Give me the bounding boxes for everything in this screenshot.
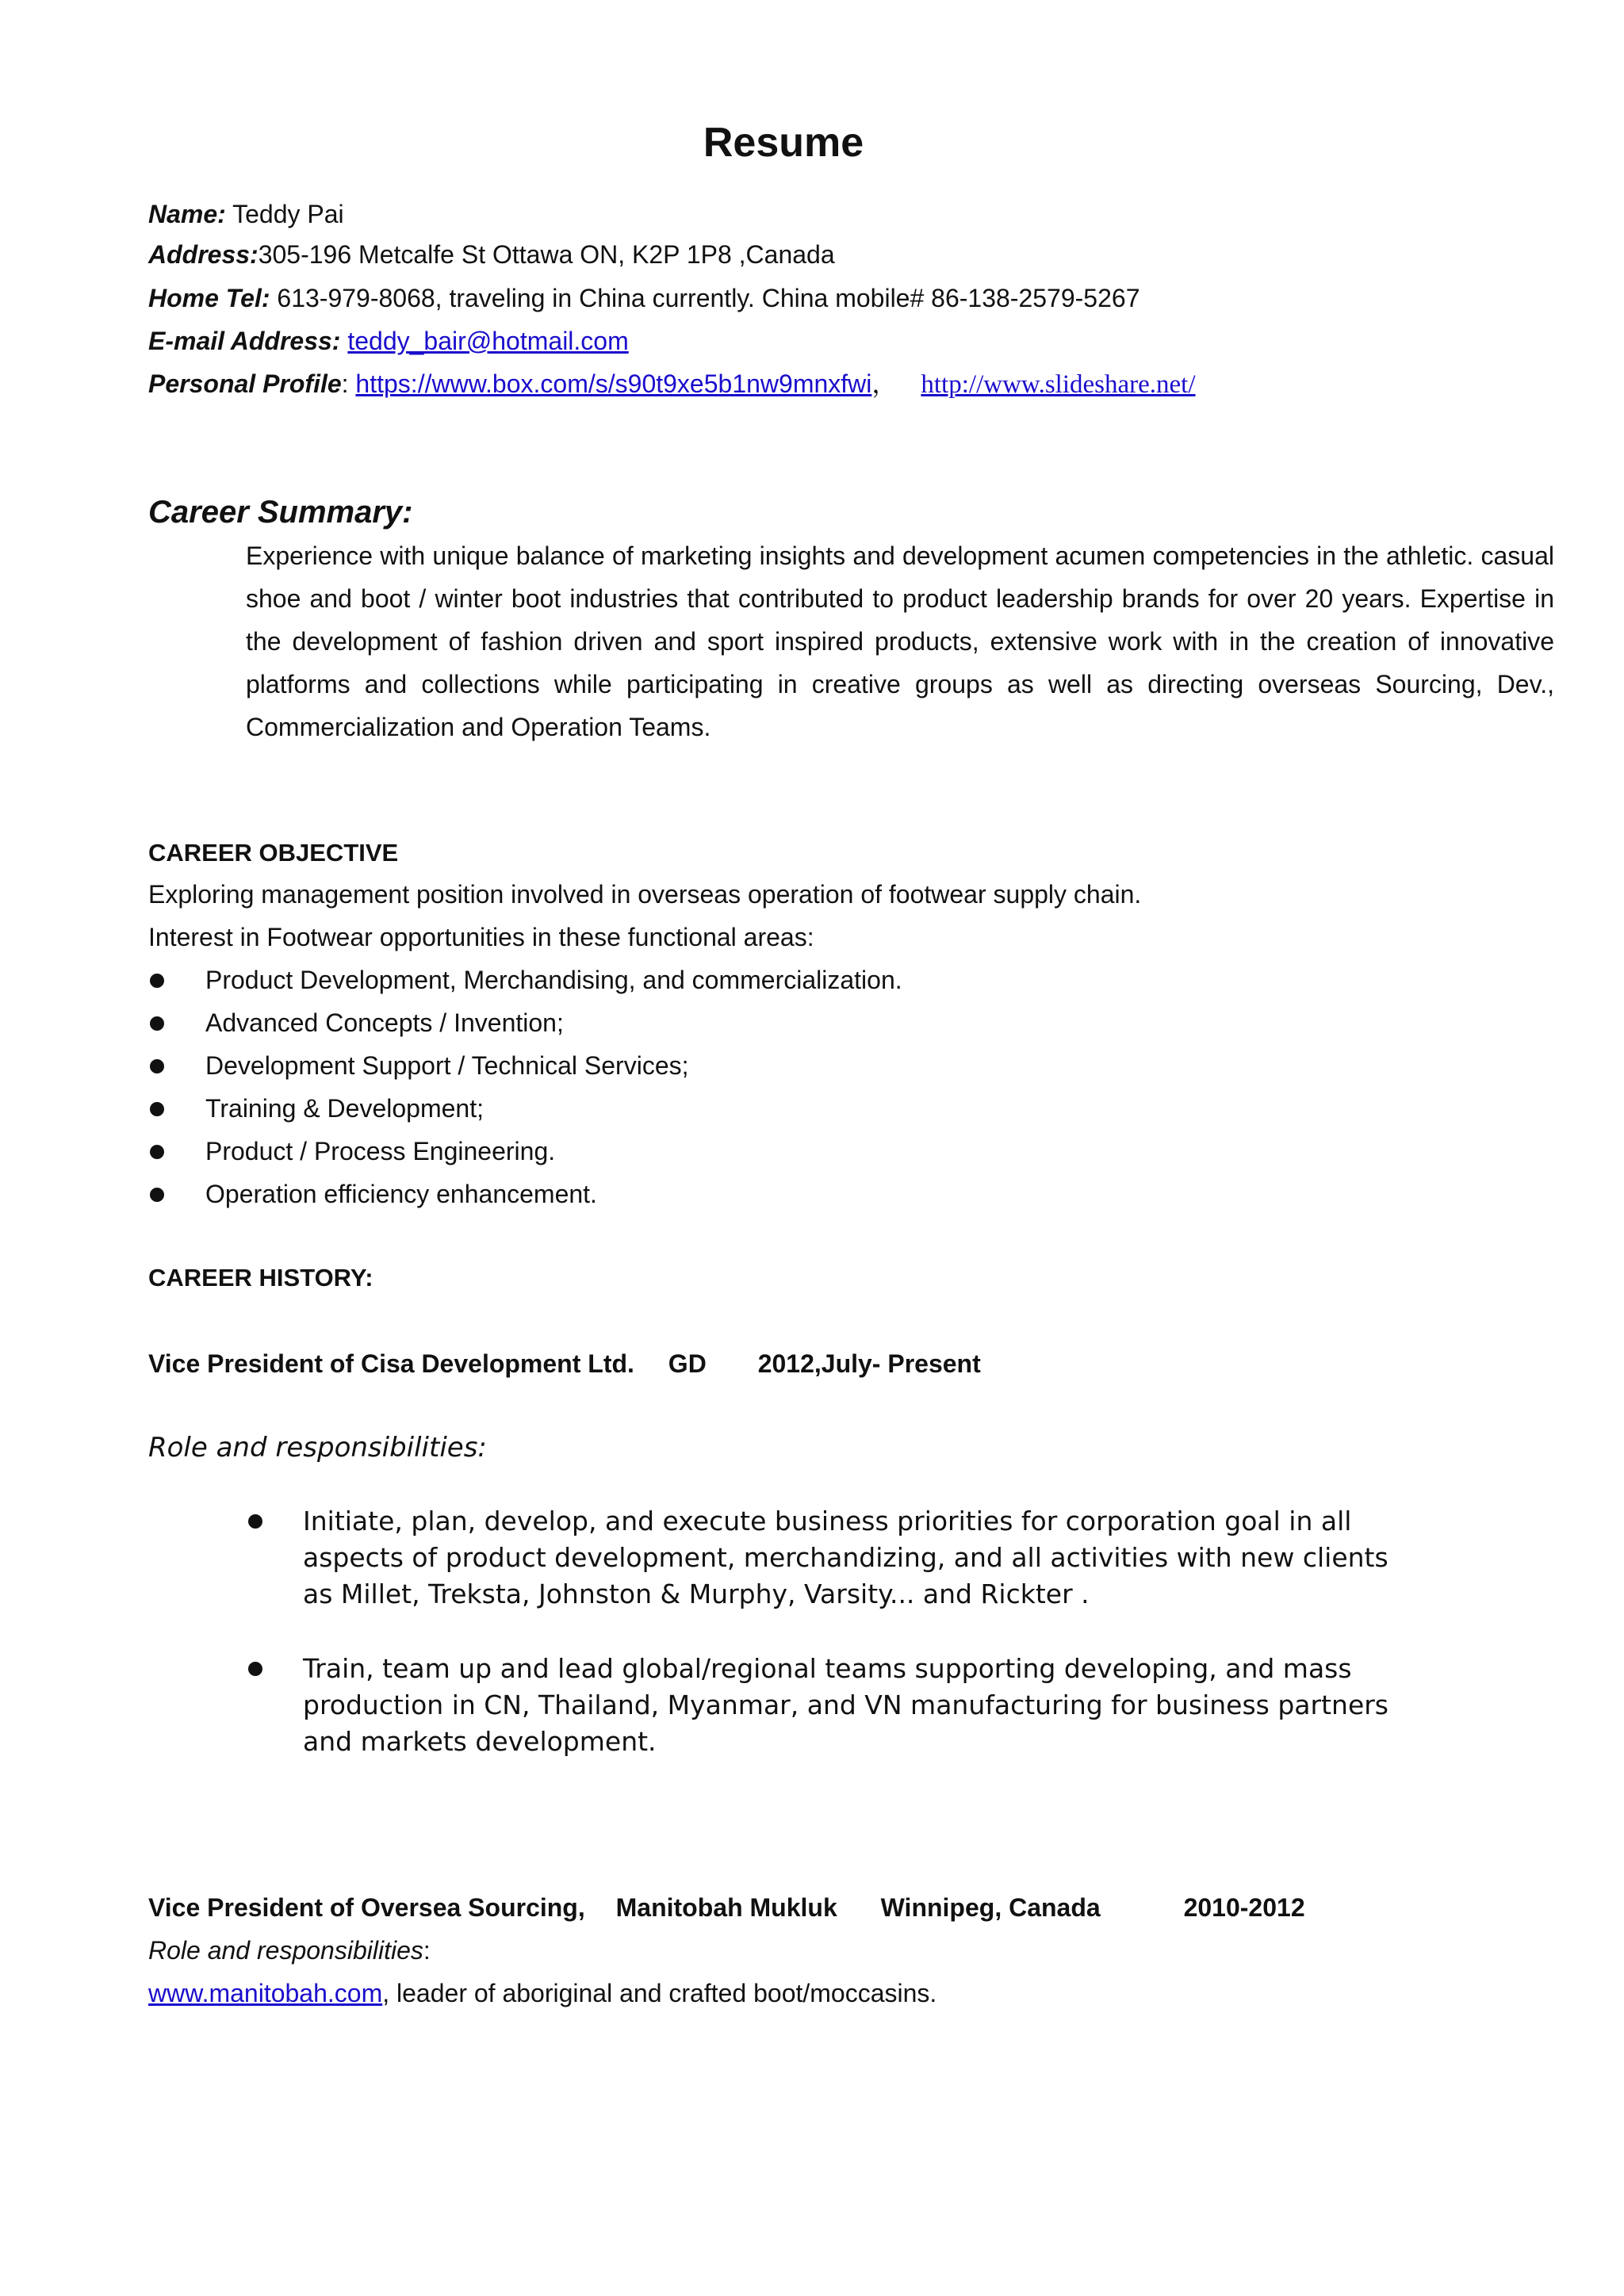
job-2-description — [148, 1977, 936, 2009]
career-summary-text: Experience with unique balance of marketing insights and development acumen competencies in the athletic. casual shoe and boot / winter boot industries that contributed to product leadership brands for over 20 years. Expertise in the development of fashion driven and sport inspired products, extensive work with in the creation of innovative platforms and collections while participating in creative groups as well as directing overseas Sourcing, Dev., Commercialization and Operation Teams. — [246, 541, 1554, 741]
bullet-icon — [248, 1514, 262, 1529]
objective-list — [148, 964, 902, 1221]
job-2-header — [148, 1892, 1305, 1923]
profile-link-box[interactable]: https://www.box.com/s/s90t9xe5b1nw9mnxfwi — [355, 369, 872, 398]
address-label: Address: — [148, 240, 259, 269]
email-label: E-mail Address: — [148, 327, 341, 355]
job-1-location: GD — [668, 1349, 707, 1378]
bullet-icon — [150, 974, 164, 988]
list-item: Product / Process Engineering. — [148, 1135, 902, 1178]
career-objective-heading: CAREER OBJECTIVE — [148, 839, 399, 867]
email-link[interactable]: teddy_bair@hotmail.com — [347, 327, 629, 355]
bullet-icon — [150, 1059, 164, 1073]
bullet-icon — [150, 1016, 164, 1031]
tel-label: Home Tel: — [148, 284, 270, 312]
job-1-resp-2-text: Train, team up and lead global/regional teams supporting developing, and mass production in CN, Thailand, Myanmar, and VN manufacturing for business partners and markets development. — [303, 1653, 1389, 1757]
profile-link-slideshare[interactable]: http://www.slideshare.net/ — [921, 370, 1196, 399]
job-1-dates: 2012,July- Present — [757, 1349, 981, 1378]
address-line — [148, 239, 835, 270]
profile-colon: : — [341, 369, 349, 398]
bullet-icon — [150, 1102, 164, 1116]
career-history-heading: CAREER HISTORY: — [148, 1264, 373, 1292]
job-1-resp-1 — [246, 1503, 1396, 1613]
list-item: Training & Development; — [148, 1093, 902, 1135]
job-1-resp-1-text: Initiate, plan, develop, and execute business priorities for corporation goal in all aspects of product development, merchandizing, and all activities with new clients as Millet, Treksta, Johnston & Murphy, Varsity... and Rickter . — [303, 1506, 1388, 1609]
name-value: Teddy Pai — [232, 200, 344, 228]
name-line — [148, 198, 344, 230]
tel-line — [148, 282, 1139, 314]
job-2-role-label: Role and responsibilities: — [148, 1936, 431, 1965]
job-2-title: Vice President of Oversea Sourcing, — [148, 1893, 585, 1922]
objective-line-2: Interest in Footwear opportunities in these functional areas: — [148, 923, 814, 951]
profile-separator: ， — [871, 369, 898, 398]
email-line — [148, 325, 629, 357]
job-2-location: Winnipeg, Canada — [880, 1893, 1101, 1922]
job-2-dates: 2010-2012 — [1183, 1893, 1305, 1922]
list-item: Advanced Concepts / Invention; — [148, 1007, 902, 1050]
list-item: Operation efficiency enhancement. — [148, 1178, 902, 1221]
bullet-icon — [248, 1662, 262, 1676]
bullet-icon — [150, 1188, 164, 1202]
bullet-icon — [150, 1145, 164, 1159]
manitobah-link[interactable]: www.manitobah.com — [148, 1979, 383, 2007]
job-1-header — [148, 1348, 981, 1380]
job-2-desc-text: , leader of aboriginal and crafted boot/moccasins. — [382, 1979, 937, 2007]
career-summary-heading: Career Summary: — [148, 495, 413, 530]
page-title: Resume — [703, 120, 864, 166]
list-item: Development Support / Technical Services; — [148, 1050, 902, 1093]
job-1-role-label: Role and responsibilities: — [148, 1432, 487, 1464]
job-1-resp-2 — [246, 1651, 1396, 1760]
list-item: Product Development, Merchandising, and commercialization. — [148, 964, 902, 1007]
job-2-company: Manitobah Mukluk — [615, 1893, 837, 1922]
profile-label: Personal Profile — [148, 369, 342, 398]
job-1-title: Vice President of Cisa Development Ltd. — [148, 1349, 634, 1378]
objective-line-1: Exploring management position involved in overseas operation of footwear supply chain. — [148, 880, 1142, 909]
address-value: 305-196 Metcalfe St Ottawa ON, K2P 1P8 ,Canada — [258, 240, 835, 269]
profile-line — [148, 368, 1196, 400]
name-label: Name: — [148, 200, 226, 228]
tel-value: 613-979-8068, traveling in China currently. China mobile# 86-138-2579-5267 — [277, 284, 1140, 312]
